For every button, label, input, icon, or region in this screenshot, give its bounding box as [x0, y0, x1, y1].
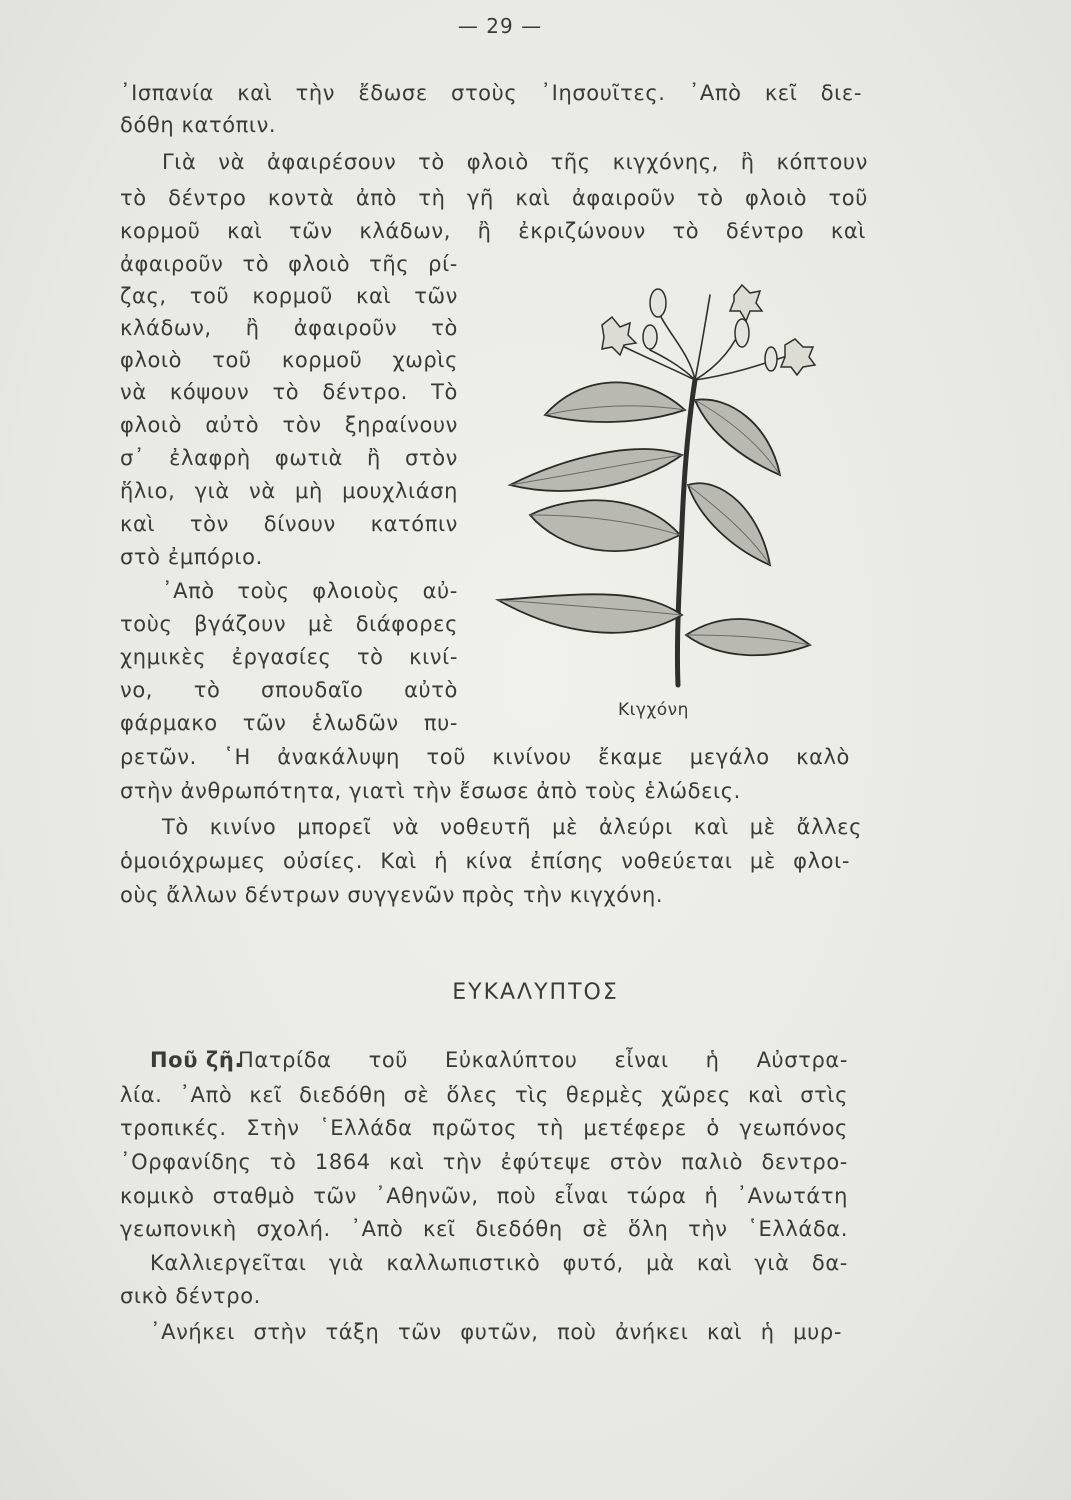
figure-caption: Κιγχόνη	[618, 700, 689, 720]
text-line: Πατρίδα τοῦ Εὐκαλύπτου εἶναι ἡ Αὐστρα-	[238, 1048, 848, 1072]
stalk	[695, 295, 710, 380]
text-line: ᾽Απὸ τοὺς φλοιοὺς αὐ-	[162, 579, 458, 603]
flower-bud	[650, 289, 666, 317]
page-number: — 29 —	[457, 14, 543, 38]
text-line: Γιὰ νὰ ἀφαιρέσουν τὸ φλοιὸ τῆς κιγχόνης, ἢ κόπτουν	[162, 150, 868, 174]
leaf	[695, 399, 780, 475]
text-line: ὁμοιόχρωμες οὐσίες. Καὶ ἡ κίνα ἐπίσης νοθεύεται μὲ φλοι-	[120, 849, 850, 873]
text-line: ρετῶν. ῾Η ἀνακάλυψη τοῦ κινίνου ἔκαμε μεγάλο καλὸ	[120, 745, 850, 769]
text-line: φλοιὸ αὐτὸ τὸν ξηραίνουν	[120, 413, 458, 437]
leaf	[688, 483, 770, 565]
text-line: Τὸ κινίνο μπορεῖ νὰ νοθευτῆ μὲ ἀλεύρι καὶ μὲ ἄλλες	[162, 815, 862, 839]
flower-bud	[765, 347, 777, 371]
text-line: τροπικές. Στὴν ῾Ελλάδα πρῶτος τὴ μετέφερε ὁ γεωπόνος	[120, 1116, 848, 1140]
leaf	[545, 382, 685, 422]
text-line: νὰ κόψουν τὸ δέντρο. Τὸ	[120, 380, 458, 404]
text-line: ᾽Ανήκει στὴν τάξη τῶν φυτῶν, ποὺ ἀνήκει καὶ ἡ μυρ-	[150, 1320, 842, 1344]
cinchona-illustration	[490, 275, 830, 695]
text-line: Καλλιεργεῖται γιὰ καλλωπιστικὸ φυτό, μὰ καὶ γιὰ δα-	[150, 1251, 848, 1275]
text-line: στὸ ἐμπόριο.	[120, 545, 263, 569]
section-lead	[150, 1045, 243, 1075]
text-line: οὺς ἄλλων δέντρων συγγενῶν πρὸς τὴν κιγχόνη.	[120, 883, 664, 907]
text-line: ᾽Ισπανία καὶ τὴν ἔδωσε στοὺς ᾽Ιησουῖτες. ᾽Απὸ κεῖ διε-	[120, 81, 862, 105]
leaf	[530, 500, 680, 551]
text-line: σικὸ δέντρο.	[120, 1284, 261, 1308]
leaf	[498, 594, 682, 632]
flower	[730, 285, 762, 321]
stalk	[660, 315, 695, 380]
text-line: ᾽Ορφανίδης τὸ 1864 καὶ τὴν ἐφύτεψε στὸν παλιὸ δεντρο-	[120, 1150, 848, 1174]
flower-bud	[643, 325, 657, 349]
text-line: φάρμακο τῶν ἑλωδῶν πυ-	[120, 711, 458, 735]
text-line: νο, τὸ σπουδαῖο αὐτὸ	[120, 678, 458, 702]
text-line: ἥλιο, γιὰ νὰ μὴ μουχλιάση	[120, 479, 458, 503]
text-line: τοὺς βγάζουν μὲ διάφορες	[120, 612, 458, 636]
flower	[781, 339, 815, 375]
flower-bud	[735, 319, 749, 347]
text-line: ζας, τοῦ κορμοῦ καὶ τῶν	[120, 284, 458, 308]
text-line: στὴν ἀνθρωπότητα, γιατὶ τὴν ἔσωσε ἀπὸ τοὺς ἑλώδεις.	[120, 779, 741, 803]
text-line: κομικὸ σταθμὸ τῶν ᾽Αθηνῶν, ποὺ εἶναι τώρα ἡ ᾽Ανωτάτη	[120, 1184, 848, 1208]
text-line: φλοιὸ τοῦ κορμοῦ χωρὶς	[120, 348, 458, 372]
text-line: σ᾽ ἐλαφρὴ φωτιὰ ἢ στὸν	[120, 446, 458, 470]
text-line: καὶ τὸν δίνουν κατόπιν	[120, 512, 458, 536]
text-line: τὸ δέντρο κοντὰ ἀπὸ τὴ γῆ καὶ ἀφαιροῦν τὸ φλοιὸ τοῦ	[120, 186, 868, 210]
text-line: λία. ᾽Απὸ κεῖ διεδόθη σὲ ὅλες τὶς θερμὲς χῶρες καὶ στὶς	[120, 1083, 848, 1107]
text-line: κλάδων, ἢ ἀφαιροῦν τὸ	[120, 316, 458, 340]
text-line: δόθη κατόπιν.	[120, 113, 277, 137]
section-lead-label: Ποῦ ζῆ.	[150, 1048, 244, 1072]
text-line: γεωπονικὴ σχολή. ᾽Απὸ κεῖ διεδόθη σὲ ὅλη τὴν ῾Ελλάδα.	[120, 1217, 848, 1241]
section-heading: ΕΥΚΑΛΥΠΤΟΣ	[452, 980, 619, 1005]
text-line: χημικὲς ἐργασίες τὸ κινί-	[120, 645, 458, 669]
text-line: ἀφαιροῦν τὸ φλοιὸ τῆς ρί-	[120, 252, 458, 276]
text-line: κορμοῦ καὶ τῶν κλάδων, ἢ ἐκριζώνουν τὸ δέντρο καὶ	[120, 219, 866, 243]
stalk	[650, 350, 695, 380]
